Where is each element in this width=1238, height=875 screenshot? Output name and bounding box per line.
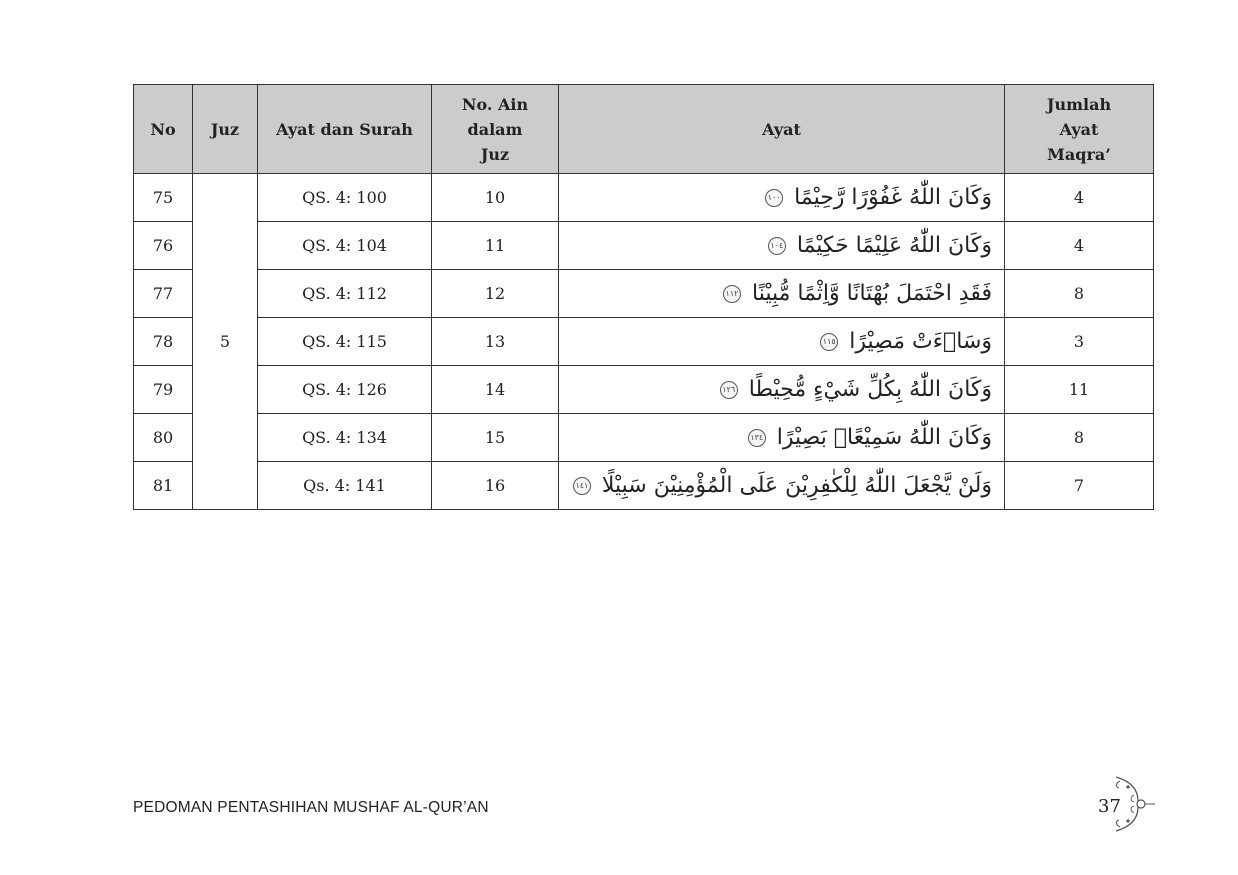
cell-ayat <box>559 414 1005 462</box>
cell-ayat <box>559 174 1005 222</box>
header-jumlah-line1: Jumlah <box>1046 94 1112 114</box>
ayat-text: وَلَنْ يَّجْعَلَ اللّٰهُ لِلْكٰفِرِيْنَ عَلَى الْمُؤْمِنِيْنَ سَبِيْلًا <box>601 473 992 498</box>
header-no-ain <box>432 85 559 174</box>
cell-ayat <box>559 462 1005 510</box>
ayat-text: وَكَانَ اللّٰهُ غَفُوْرًا رَّحِيْمًا <box>794 185 992 210</box>
header-ayat: Ayat <box>559 85 1005 174</box>
ayah-end-marker-icon: ١٣٤ <box>748 429 766 447</box>
cell-juz: 5 <box>193 174 258 510</box>
ayat-text: فَقَدِ احْتَمَلَ بُهْتَانًا وَّاِثْمًا مُّبِيْنًا <box>751 281 992 306</box>
table-row <box>134 270 1154 318</box>
cell-ayat <box>559 270 1005 318</box>
cell-no-ain: 11 <box>432 222 559 270</box>
ayat-text: وَكَانَ اللّٰهُ بِكُلِّ شَيْءٍ مُّحِيْطًا <box>748 377 992 402</box>
cell-no-ain: 10 <box>432 174 559 222</box>
cell-ayat-dan-surah: QS. 4: 112 <box>258 270 432 318</box>
cell-jumlah-ayat: 7 <box>1005 462 1154 510</box>
header-no-ain-line3: Juz <box>480 144 510 164</box>
cell-no: 75 <box>134 174 193 222</box>
cell-no: 76 <box>134 222 193 270</box>
ayat-text: وَسَاۤءَتْ مَصِيْرًا <box>849 329 992 354</box>
cell-no: 79 <box>134 366 193 414</box>
table-body <box>134 174 1154 510</box>
table-row <box>134 174 1154 222</box>
ayat-table <box>133 84 1154 510</box>
ayah-end-marker-icon: ١٠٠ <box>765 189 783 207</box>
ayat-text: وَكَانَ اللّٰهُ عَلِيْمًا حَكِيْمًا <box>796 233 992 258</box>
table-row <box>134 366 1154 414</box>
cell-ayat <box>559 366 1005 414</box>
header-no-ain-line2: dalam <box>467 119 523 139</box>
ayah-end-marker-icon: ١١٥ <box>820 333 838 351</box>
cell-no: 81 <box>134 462 193 510</box>
ayah-end-marker-icon: ١٤١ <box>573 477 591 495</box>
cell-no-ain: 12 <box>432 270 559 318</box>
header-no-ain-line1: No. Ain <box>461 94 529 114</box>
table-header-row <box>134 85 1154 174</box>
cell-no: 80 <box>134 414 193 462</box>
header-jumlah-line3: Maqra’ <box>1047 144 1111 164</box>
cell-ayat-dan-surah: QS. 4: 104 <box>258 222 432 270</box>
cell-no: 78 <box>134 318 193 366</box>
header-no: No <box>134 85 193 174</box>
header-jumlah-line2: Ayat <box>1059 119 1099 139</box>
page-corner-ornament-icon <box>1108 773 1156 835</box>
cell-no-ain: 16 <box>432 462 559 510</box>
cell-jumlah-ayat: 8 <box>1005 414 1154 462</box>
cell-ayat-dan-surah: Qs. 4: 141 <box>258 462 432 510</box>
page-number: 37 <box>1098 796 1121 817</box>
cell-jumlah-ayat: 8 <box>1005 270 1154 318</box>
footer-book-title: PEDOMAN PENTASHIHAN MUSHAF AL-QUR’AN <box>133 799 489 816</box>
ayah-end-marker-icon: ١١٢ <box>723 285 741 303</box>
cell-ayat-dan-surah: QS. 4: 126 <box>258 366 432 414</box>
table-row <box>134 318 1154 366</box>
table-row <box>134 462 1154 510</box>
cell-no-ain: 15 <box>432 414 559 462</box>
cell-jumlah-ayat: 4 <box>1005 174 1154 222</box>
table-row <box>134 222 1154 270</box>
cell-ayat-dan-surah: QS. 4: 134 <box>258 414 432 462</box>
cell-no-ain: 14 <box>432 366 559 414</box>
cell-jumlah-ayat: 4 <box>1005 222 1154 270</box>
table-row <box>134 414 1154 462</box>
ayat-text: وَكَانَ اللّٰهُ سَمِيْعًاۢ بَصِيْرًا <box>776 425 992 450</box>
cell-jumlah-ayat: 3 <box>1005 318 1154 366</box>
cell-ayat <box>559 318 1005 366</box>
cell-ayat <box>559 222 1005 270</box>
cell-no: 77 <box>134 270 193 318</box>
header-ayat-dan-surah: Ayat dan Surah <box>258 85 432 174</box>
cell-jumlah-ayat: 11 <box>1005 366 1154 414</box>
cell-no-ain: 13 <box>432 318 559 366</box>
ayah-end-marker-icon: ١٠٤ <box>768 237 786 255</box>
header-juz: Juz <box>193 85 258 174</box>
ayat-table-container <box>133 84 1153 510</box>
ayah-end-marker-icon: ١٢٦ <box>720 381 738 399</box>
header-jumlah <box>1005 85 1154 174</box>
cell-ayat-dan-surah: QS. 4: 115 <box>258 318 432 366</box>
cell-ayat-dan-surah: QS. 4: 100 <box>258 174 432 222</box>
